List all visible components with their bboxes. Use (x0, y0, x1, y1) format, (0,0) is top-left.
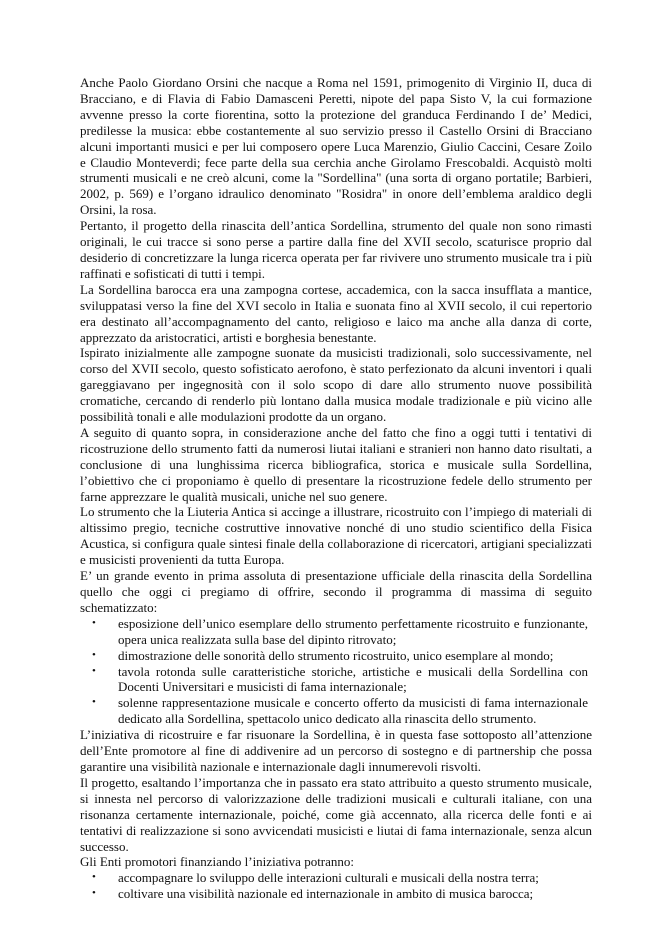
paragraph-progetto-rinascita: Pertanto, il progetto della rinascita dell’antica Sordellina, strumento del quale non sono rimasti originali, le cui tracce si sono perse a partire dalla fine del XVII secolo, scaturisce proprio dal desiderio di concretizzare la lunga ricerca operata per far rivivere uno strumento musicale tra i più raffinati e sofisticati di tutti i tempi. (80, 218, 592, 281)
program-list (80, 616, 592, 727)
paragraph-il-progetto: Il progetto, esaltando l’importanza che in passato era stato attribuito a questo strumento musicale, si innesta nel percorso di valorizzazione delle tradizioni musicali e culturali italiane, con una risonanza certamente internazionale, poiché, come già accennato, alla ricerca delle fonti e ai tentativi di realizzazione si sono avvicendati musicisti e liutai di fama internazionale, senza alcun successo. (80, 774, 592, 854)
bullet-icon: • (92, 648, 96, 661)
list-item (80, 870, 592, 886)
list-item-text: tavola rotonda sulle caratteristiche storiche, artistiche e musicali della Sordellina con Docenti Universitari e musicisti di fama internazionale; (118, 663, 588, 695)
list-item-text: dimostrazione delle sonorità dello strumento ricostruito, unico esemplare al mondo; (118, 647, 554, 663)
benefits-list (80, 870, 592, 902)
bullet-icon: • (92, 664, 96, 677)
list-item (80, 648, 592, 664)
list-item (80, 695, 592, 727)
list-item-text: accompagnare lo sviluppo delle interazioni culturali e musicali della nostra terra; (118, 870, 539, 886)
bullet-icon: • (92, 696, 96, 709)
list-item-text: coltivare una visibilità nazionale ed internazionale in ambito di musica barocca; (118, 886, 534, 902)
bullet-icon: • (92, 887, 96, 900)
paragraph-enti-promotori: Gli Enti promotori finanziando l’iniziativa potranno: (80, 854, 355, 870)
bullet-icon: • (92, 616, 96, 629)
list-item (80, 664, 592, 696)
list-item-text: solenne rappresentazione musicale e concerto offerto da musicisti di fama internazionale dedicato alla Sordellina, spettacolo unico dedicato alla rinascita dello strumento. (118, 695, 588, 727)
bullet-icon: • (92, 871, 96, 884)
paragraph-ispirato: Ispirato inizialmente alle zampogne suonate da musicisti tradizionali, solo successivamente, nel corso del XVII secolo, questo sofisticato aerofono, è stato perfezionato da alcuni inventori i quali gareggiavano per ingegnosità con il solo scopo di dare allo strumento nuove possibilità cromatiche, cercando di renderlo più lontano dalla musica modale tradizionale e più vicino alle possibilità tonali e alle modulazioni prodotte da un organo. (80, 345, 592, 425)
paragraph-orsini: Anche Paolo Giordano Orsini che nacque a Roma nel 1591, primogenito di Virginio II, duca di Bracciano, e di Flavia di Fabio Damasceni Peretti, nipote del papa Sisto V, la cui formazione avvenne presso la corte fiorentina, sotto la protezione del granduca Ferdinando I de’ Medici, predilesse la musica: ebbe costantemente al suo servizio presso il Castello Orsini di Bracciano alcuni importanti musici e per lui composero opere Luca Marenzio, Giulio Caccini, Cesare Zoilo e Claudio Monteverdi; fece parte della sua cerchia anche Girolamo Frescobaldi. Acquistò molti strumenti musicali e ne creò alcuni, come la "Sordellina" (una sorta di organo portatile; Barbieri, 2002, p. 569) e l’organo idraulico denominato "Rosidra" in onore dell’emblema araldico degli Orsini, la rosa. (80, 75, 592, 218)
paragraph-grande-evento: E’ un grande evento in prima assoluta di presentazione ufficiale della rinascita della Sordellina quello che oggi ci pregiamo di offrire, secondo il programma di massima di seguito schematizzato: (80, 568, 592, 615)
list-item-text: esposizione dell’unico esemplare dello strumento perfettamente ricostruito e funzionante, opera unica realizzata sulla base del dipinto ritrovato; (118, 615, 588, 647)
document-page (80, 75, 592, 902)
paragraph-liuteria-antica: Lo strumento che la Liuteria Antica si accinge a illustrare, ricostruito con l’impiego di materiali di altissimo pregio, tecniche costruttive innovative nonché di uno studio scientifico della Fisica Acustica, si configura quale sintesi finale della collaborazione di ricercatori, artigiani specializzati e musicisti provenienti da tutta Europa. (80, 504, 592, 568)
list-item (80, 886, 592, 902)
paragraph-a-seguito: A seguito di quanto sopra, in considerazione anche del fatto che fino a oggi tutti i tentativi di ricostruzione dello strumento fatti da numerosi liutai italiani e stranieri non hanno dato risultati, a conclusione di una lunghissima ricerca bibliografica, storica e musicale sulla Sordellina, l’obiettivo che ci proponiamo è quello di presentare la ricostruzione fedele dello strumento per farne apprezzare le qualità musicali, uniche nel suo genere. (80, 424, 592, 504)
paragraph-iniziativa: L’iniziativa di ricostruire e far risuonare la Sordellina, è in questa fase sottoposto all’attenzione dell’Ente promotore al fine di addivenire ad un percorso di sostegno e di partnership che possa garantire una visibilità nazionale e internazionale dagli innumerevoli risvolti. (80, 727, 592, 774)
paragraph-sordellina-barocca: La Sordellina barocca era una zampogna cortese, accademica, con la sacca insufflata a mantice, sviluppatasi verso la fine del XVI secolo in Italia e suonata fino al XVII secolo, il cui repertorio era destinato all’accompagnamento del canto, religioso e laico ma anche alla danza di corte, apprezzato da aristocratici, artisti e borghesia benestante. (80, 281, 592, 345)
list-item (80, 616, 592, 648)
